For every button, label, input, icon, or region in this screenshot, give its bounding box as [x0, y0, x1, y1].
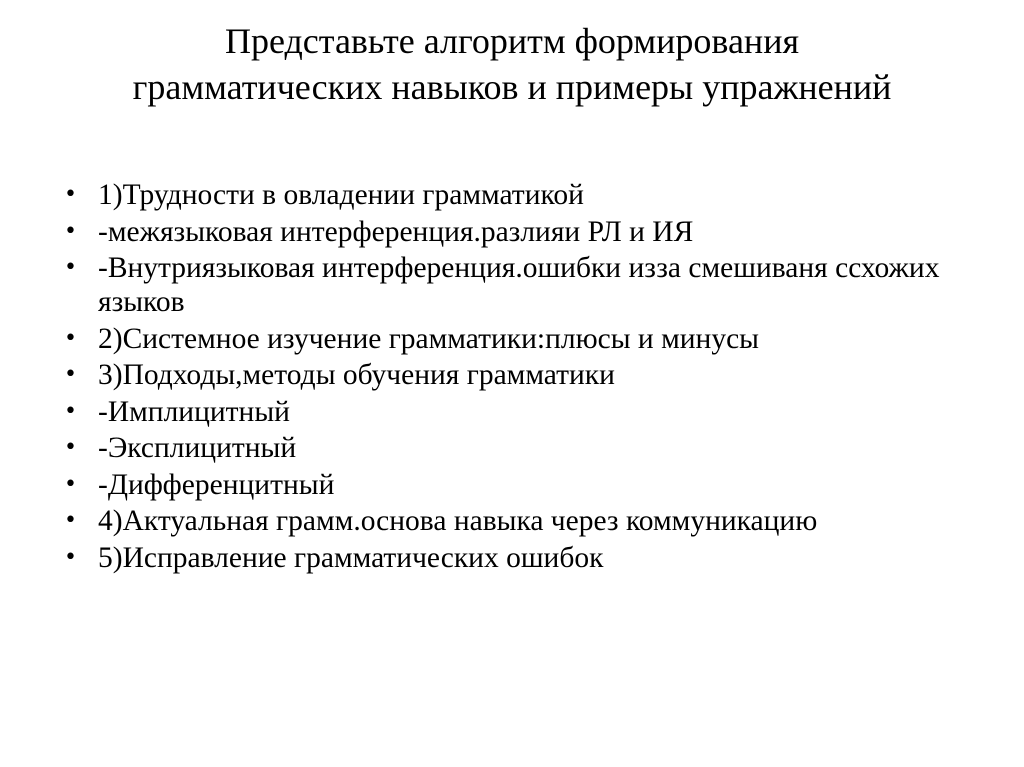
- bullet-item: [60, 251, 960, 319]
- bullet-dot-icon: •: [64, 398, 77, 424]
- bullet-text: -межязыковая интерференция.разлияи РЛ и ИЯ: [98, 215, 694, 248]
- bullet-text: -Имплицитный: [98, 395, 290, 428]
- bullet-item: [60, 322, 960, 356]
- bullet-text: 3)Подходы,методы обучения грамматики: [98, 359, 615, 391]
- bullet-item: [60, 358, 960, 392]
- bullet-item: [60, 468, 960, 502]
- slide-title: [60, 18, 964, 110]
- bullet-text: 1)Трудности в овладении грамматикой: [98, 179, 584, 211]
- bullet-item: [60, 215, 960, 249]
- bullet-text: 2)Системное изучение грамматики:плюсы и минусы: [98, 322, 759, 355]
- bullet-item: [60, 504, 960, 538]
- bullet-dot-icon: •: [64, 325, 77, 351]
- bullet-dot-icon: •: [64, 255, 77, 280]
- bullet-text: 5)Исправление грамматических ошибок: [98, 541, 604, 574]
- bullet-dot-icon: •: [64, 435, 77, 460]
- bullet-dot-icon: •: [64, 362, 77, 387]
- bullet-text: -Дифференцитный: [98, 468, 335, 501]
- slide-title-line-1: Представьте алгоритм формирования: [224, 21, 800, 61]
- slide-title-line-2: грамматических навыков и примеры упражнений: [132, 67, 892, 107]
- bullet-dot-icon: •: [64, 471, 77, 497]
- bullet-dot-icon: •: [64, 218, 77, 244]
- bullet-item: [60, 431, 960, 465]
- bullet-item: [60, 395, 960, 429]
- bullet-dot-icon: •: [64, 508, 77, 533]
- bullet-text: -Эксплицитный: [98, 432, 297, 464]
- bullet-item: [60, 541, 960, 575]
- bullet-text: 4)Актуальная грамм.основа навыка через коммуникацию: [98, 505, 818, 537]
- bullet-dot-icon: •: [64, 182, 77, 207]
- bullet-list: [60, 178, 960, 577]
- bullet-text: -Внутриязыковая интерференция.ошибки изза смешиваня ссхожих языков: [98, 252, 940, 318]
- bullet-dot-icon: •: [64, 544, 77, 570]
- bullet-item: [60, 178, 960, 212]
